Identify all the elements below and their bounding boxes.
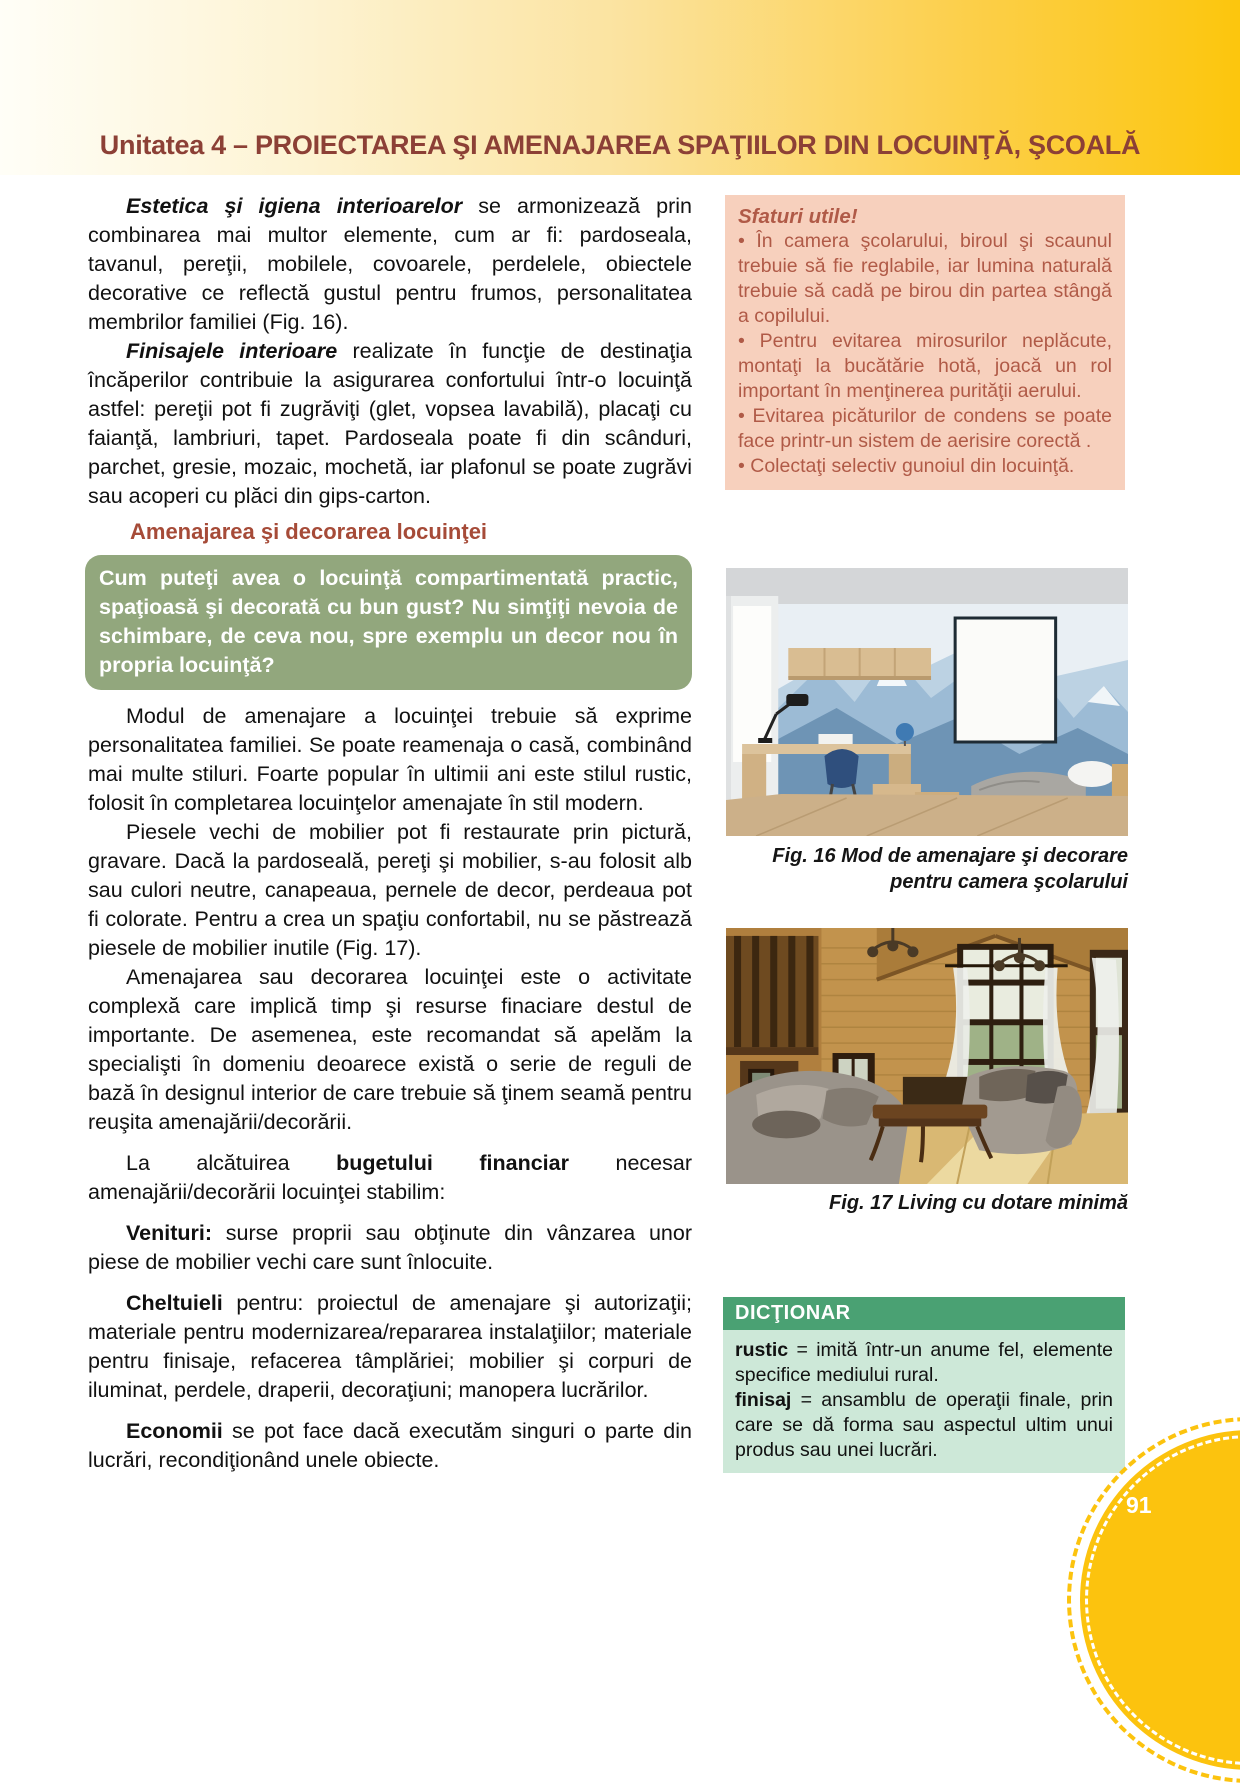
tip-item: • Colectaţi selectiv gunoiul din locuinţă. bbox=[738, 455, 1075, 477]
tips-title: Sfaturi utile! bbox=[738, 205, 858, 228]
main-text-column bbox=[88, 192, 692, 1475]
paragraph-activitate: Amenajarea sau decorarea locuinţei este o activitate complexă care implică timp şi resurse finaciare destul de importante. De asemenea, este recomandat să apelăm la specialişti în domeniu deoarece există o serie de reguli de bază în designul interior de care trebuie să ţinem seamă pentru reuşita amenajării/decorării. bbox=[88, 965, 692, 1134]
paragraph-economii: Economii se pot face dacă executăm singuri o parte din lucrări, recondiţionând unele obiecte. bbox=[88, 1419, 692, 1472]
paragraph-finisaje: Finisajele interioare realizate în funcţie de destinaţia încăperilor contribuie la asigurarea confortului într-o locuinţă astfel: pereţii pot fi zugrăviţi (glet, vopsea lavabilă), placaţi cu faianţă, lambriuri, tapet. Pardoseala poate fi din scânduri, parchet, gresie, mozaic, mochetă, iar plafonul se poate zugrăvi sau acoperi cu plăci din gips-carton. bbox=[88, 339, 692, 508]
fig17-image bbox=[726, 928, 1128, 1184]
dictionary-box bbox=[723, 1297, 1125, 1473]
corner-decoration bbox=[1080, 1430, 1240, 1770]
dictionary-entry: finisaj = ansamblu de operaţii finale, prin care se dă forma sau aspectul ultim unui produs sau unei lucrări. bbox=[735, 1389, 1113, 1461]
paragraph-venituri: Venituri: surse proprii sau obţinute din vânzarea unor piese de mobilier vechi care sunt înlocuite. bbox=[88, 1221, 692, 1274]
paragraph-estetica: Estetica şi igiena interioarelor se armonizează prin combinarea mai multor elemente, cum ar fi: pardoseala, tavanul, pereţii, mobilele, covoarele, perdelele, obiectele decorative ce reflectă gustul pentru frumos, personalitatea membrilor familiei (Fig. 16). bbox=[88, 194, 692, 334]
tips-box bbox=[725, 195, 1125, 490]
page-number: 91 bbox=[1126, 1492, 1152, 1518]
paragraph-piese-vechi: Piesele vechi de mobilier pot fi restaurate prin pictură, gravare. Dacă la pardoseală, pereţi şi mobilier, s-au folosit alb sau culori neutre, canapeaua, pernele de decor, perdeaua pot fi colorate. Pentru a crea un spaţiu confortabil, nu se păstrează piesele de mobilier inutile (Fig. 17). bbox=[88, 820, 692, 960]
dictionary-header: DICŢIONAR bbox=[723, 1297, 1125, 1330]
fig16-illustration bbox=[726, 568, 1128, 836]
fig17-caption: Fig. 17 Living cu dotare minimă bbox=[829, 1192, 1128, 1214]
tip-item: • Pentru evitarea mirosurilor neplăcute, montaţi la bucătărie hotă, joacă un rol important în menţinerea purităţii aerului. bbox=[738, 330, 1112, 402]
dictionary-body bbox=[723, 1330, 1125, 1473]
fig16-caption: Fig. 16 Mod de amenajare şi decorare pentru camera şcolarului bbox=[772, 845, 1128, 893]
tip-item: • Evitarea picăturilor de condens se poate face printr-un sistem de aerisire corectă . bbox=[738, 405, 1112, 452]
paragraph-cheltuieli: Cheltuieli pentru: proiectul de amenajare şi autorizaţii; materiale pentru modernizarea/repararea instalaţiilor; materiale pentru finisaje, refacerea tâmplăriei; mobilier şi corpuri de iluminat, perdele, draperii, decoraţiuni; manopera lucrărilor. bbox=[88, 1291, 692, 1402]
tip-item: • În camera şcolarului, biroul şi scaunul trebuie să fie reglabile, iar lumina naturală trebuie să cadă pe birou din partea stângă a copilului. bbox=[738, 230, 1112, 327]
paragraph-buget: La alcătuirea bugetului financiar necesar amenajării/decorării locuinţei stabilim: bbox=[88, 1151, 692, 1204]
fig17-illustration bbox=[726, 928, 1128, 1184]
header-band bbox=[0, 0, 1240, 175]
dictionary-entry: rustic = imită într-un anume fel, elemente specifice mediului rural. bbox=[735, 1339, 1113, 1386]
section-subtitle: Amenajarea şi decorarea locuinţei bbox=[130, 519, 488, 544]
page-title: Unitatea 4 – PROIECTAREA ŞI AMENAJAREA SPAŢIILOR DIN LOCUINŢĂ, ŞCOALĂ bbox=[99, 130, 1141, 160]
question-box: Cum puteţi avea o locuinţă compartimentată practic, spaţioasă şi decorată cu bun gust? Nu simţiţi nevoia de schimbare, de ceva nou, spre exemplu un decor nou în propria locuinţă? bbox=[85, 555, 692, 690]
fig16-image bbox=[726, 568, 1128, 836]
paragraph-mod-amenajare: Modul de amenajare a locuinţei trebuie să exprime personalitatea familiei. Se poate reamenaja o casă, combinând mai multe stiluri. Foarte popular în ultimii ani este stilul rustic, folosit în completarea locuinţelor amenajate în stil modern. bbox=[88, 704, 692, 815]
